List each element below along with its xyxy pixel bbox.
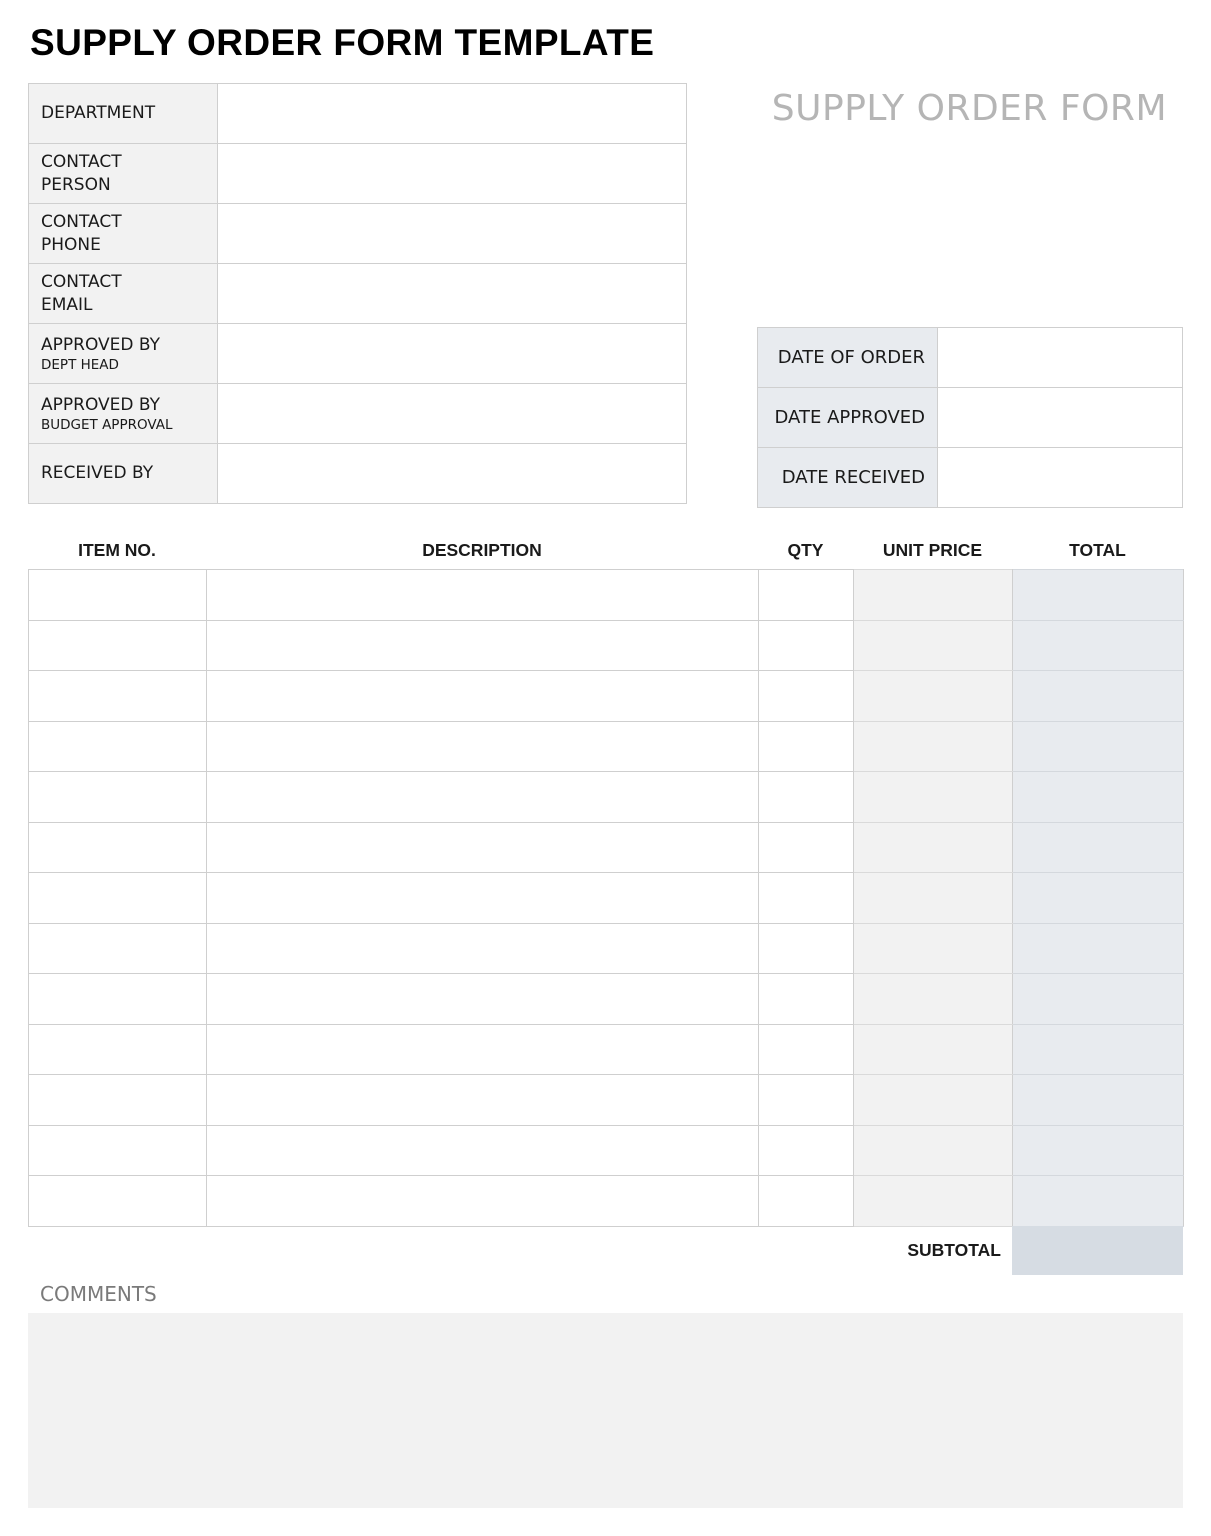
total-cell[interactable] [1013, 1024, 1184, 1075]
info-label: CONTACT PERSON [29, 144, 218, 204]
page-title: SUPPLY ORDER FORM TEMPLATE [30, 22, 655, 63]
items-table [28, 569, 1184, 1227]
table-row [29, 772, 1184, 823]
qty-cell[interactable] [759, 1024, 854, 1075]
unit-price-cell[interactable] [854, 570, 1013, 621]
table-row [29, 1024, 1184, 1075]
item-no-cell[interactable] [29, 1075, 207, 1126]
table-row [29, 721, 1184, 772]
info-row-contact-email [29, 264, 687, 324]
approved-by-budget-field[interactable] [218, 384, 687, 444]
item-no-cell[interactable] [29, 873, 207, 924]
date-table [757, 327, 1183, 508]
qty-cell[interactable] [759, 570, 854, 621]
table-row [29, 1176, 1184, 1227]
total-cell[interactable] [1013, 1075, 1184, 1126]
items-header [28, 536, 1183, 568]
qty-cell[interactable] [759, 822, 854, 873]
column-header-unit-price: UNIT PRICE [882, 540, 983, 560]
unit-price-cell[interactable] [854, 822, 1013, 873]
table-row [29, 1125, 1184, 1176]
description-cell[interactable] [207, 620, 759, 671]
unit-price-cell[interactable] [854, 772, 1013, 823]
info-row-approved-dept-head [29, 324, 687, 384]
info-row-contact-phone [29, 204, 687, 264]
info-row-approved-budget [29, 384, 687, 444]
date-label: DATE RECEIVED [758, 448, 938, 508]
qty-cell[interactable] [759, 1176, 854, 1227]
items-body [29, 570, 1184, 1227]
column-header-total: TOTAL [1069, 540, 1126, 560]
total-cell[interactable] [1013, 923, 1184, 974]
subtotal-label: SUBTOTAL [907, 1240, 1001, 1260]
description-cell[interactable] [207, 1176, 759, 1227]
comments-label: COMMENTS [40, 1282, 157, 1306]
table-row [29, 873, 1184, 924]
table-row [29, 671, 1184, 722]
total-cell[interactable] [1013, 1125, 1184, 1176]
unit-price-cell[interactable] [854, 671, 1013, 722]
total-cell[interactable] [1013, 620, 1184, 671]
item-no-cell[interactable] [29, 721, 207, 772]
total-cell[interactable] [1013, 873, 1184, 924]
description-cell[interactable] [207, 873, 759, 924]
item-no-cell[interactable] [29, 1024, 207, 1075]
qty-cell[interactable] [759, 873, 854, 924]
item-no-cell[interactable] [29, 620, 207, 671]
date-label: DATE APPROVED [758, 388, 938, 448]
contact-phone-field[interactable] [218, 204, 687, 264]
unit-price-cell[interactable] [854, 974, 1013, 1025]
date-approved-field[interactable] [938, 388, 1183, 448]
received-by-field[interactable] [218, 444, 687, 504]
qty-cell[interactable] [759, 721, 854, 772]
description-cell[interactable] [207, 1075, 759, 1126]
info-row-contact-person [29, 144, 687, 204]
item-no-cell[interactable] [29, 1176, 207, 1227]
contact-person-field[interactable] [218, 144, 687, 204]
date-received-field[interactable] [938, 448, 1183, 508]
item-no-cell[interactable] [29, 772, 207, 823]
date-label: DATE OF ORDER [758, 328, 938, 388]
qty-cell[interactable] [759, 1075, 854, 1126]
qty-cell[interactable] [759, 671, 854, 722]
qty-cell[interactable] [759, 772, 854, 823]
description-cell[interactable] [207, 570, 759, 621]
date-row-order [758, 328, 1183, 388]
info-label: RECEIVED BY [29, 444, 218, 504]
column-header-item-no: ITEM NO. [78, 540, 156, 560]
date-row-received [758, 448, 1183, 508]
description-cell[interactable] [207, 1125, 759, 1176]
unit-price-cell[interactable] [854, 1024, 1013, 1075]
table-row [29, 923, 1184, 974]
subtotal-field[interactable] [1012, 1226, 1183, 1275]
description-cell[interactable] [207, 721, 759, 772]
qty-cell[interactable] [759, 974, 854, 1025]
unit-price-cell[interactable] [854, 873, 1013, 924]
form-heading: SUPPLY ORDER FORM [771, 88, 1167, 129]
total-cell[interactable] [1013, 772, 1184, 823]
info-label: APPROVED BY DEPT HEAD [29, 324, 218, 384]
description-cell[interactable] [207, 923, 759, 974]
qty-cell[interactable] [759, 1125, 854, 1176]
total-cell[interactable] [1013, 570, 1184, 621]
item-no-cell[interactable] [29, 1125, 207, 1176]
column-header-description: DESCRIPTION [422, 540, 542, 560]
item-no-cell[interactable] [29, 974, 207, 1025]
approved-by-dept-head-field[interactable] [218, 324, 687, 384]
total-cell[interactable] [1013, 974, 1184, 1025]
total-cell[interactable] [1013, 1176, 1184, 1227]
qty-cell[interactable] [759, 620, 854, 671]
contact-email-field[interactable] [218, 264, 687, 324]
department-field[interactable] [218, 84, 687, 144]
item-no-cell[interactable] [29, 570, 207, 621]
total-cell[interactable] [1013, 822, 1184, 873]
comments-field[interactable] [28, 1313, 1183, 1508]
description-cell[interactable] [207, 1024, 759, 1075]
description-cell[interactable] [207, 974, 759, 1025]
description-cell[interactable] [207, 772, 759, 823]
date-of-order-field[interactable] [938, 328, 1183, 388]
info-label: CONTACT PHONE [29, 204, 218, 264]
table-row [29, 1075, 1184, 1126]
unit-price-cell[interactable] [854, 620, 1013, 671]
info-table [28, 83, 687, 504]
unit-price-cell[interactable] [854, 923, 1013, 974]
column-header-qty: QTY [787, 540, 824, 560]
item-no-cell[interactable] [29, 671, 207, 722]
info-label: APPROVED BY BUDGET APPROVAL [29, 384, 218, 444]
info-label: CONTACT EMAIL [29, 264, 218, 324]
item-no-cell[interactable] [29, 923, 207, 974]
table-row [29, 620, 1184, 671]
description-cell[interactable] [207, 671, 759, 722]
unit-price-cell[interactable] [854, 721, 1013, 772]
table-row [29, 570, 1184, 621]
description-cell[interactable] [207, 822, 759, 873]
unit-price-cell[interactable] [854, 1125, 1013, 1176]
info-label: DEPARTMENT [29, 84, 218, 144]
table-row [29, 974, 1184, 1025]
date-row-approved [758, 388, 1183, 448]
item-no-cell[interactable] [29, 822, 207, 873]
info-row-department [29, 84, 687, 144]
unit-price-cell[interactable] [854, 1176, 1013, 1227]
qty-cell[interactable] [759, 923, 854, 974]
unit-price-cell[interactable] [854, 1075, 1013, 1126]
total-cell[interactable] [1013, 671, 1184, 722]
table-row [29, 822, 1184, 873]
total-cell[interactable] [1013, 721, 1184, 772]
info-row-received-by [29, 444, 687, 504]
